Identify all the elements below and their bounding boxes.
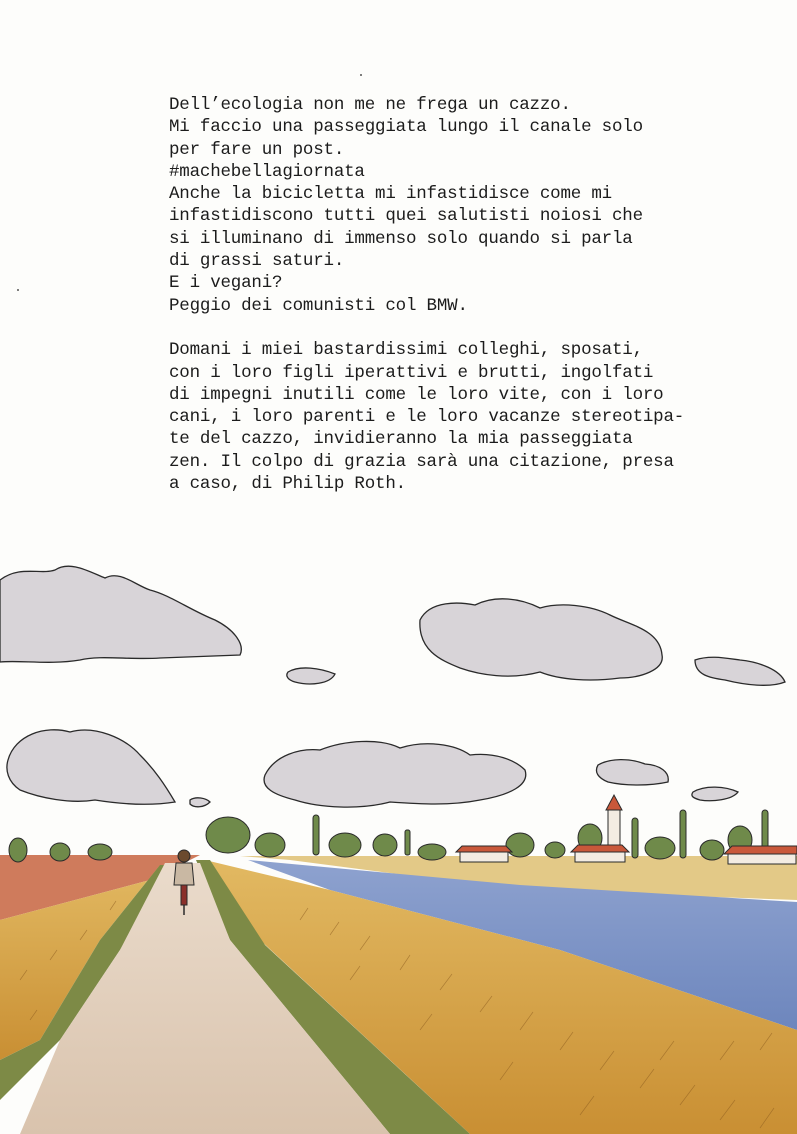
cloud	[190, 798, 210, 807]
text-line: a caso, di Philip Roth.	[169, 474, 406, 495]
horizon-trees	[9, 810, 768, 862]
cloud	[695, 657, 785, 685]
cloud	[7, 730, 175, 804]
hashtag-line: #machebellagiornata	[169, 161, 365, 182]
cloud	[596, 760, 668, 785]
cloud	[692, 787, 738, 801]
text-line: di grassi saturi.	[169, 251, 345, 272]
text-line: per fare un post.	[169, 139, 345, 160]
text-line: Anche la bicicletta mi infastidisce come mi	[169, 184, 612, 205]
cloud	[420, 599, 662, 680]
text-line: Domani i miei bastardissimi colleghi, sposati,	[169, 340, 643, 361]
text-line: Peggio dei comunisti col BMW.	[169, 295, 468, 316]
clouds	[0, 566, 785, 807]
text-line: infastidiscono tutti quei salutisti noiosi che	[169, 206, 643, 227]
cloud	[0, 566, 241, 662]
text-line: Mi faccio una passeggiata lungo il canale solo	[169, 117, 643, 138]
narration-text	[169, 94, 689, 495]
text-line: con i loro figli iperattivi e brutti, ingolfati	[169, 362, 654, 383]
text-line: zen. Il colpo di grazia sarà una citazione, presa	[169, 451, 674, 472]
ink-speck	[360, 74, 362, 76]
text-line: cani, i loro parenti e le loro vacanze stereotipa-	[169, 407, 685, 428]
text-line: te del cazzo, invidieranno la mia passeggiata	[169, 429, 633, 450]
ink-speck	[17, 289, 19, 291]
canal-landscape-illustration	[0, 560, 797, 1134]
cloud	[264, 741, 526, 807]
text-line: Dell’ecologia non me ne frega un cazzo.	[169, 95, 571, 115]
text-line: E i vegani?	[169, 273, 283, 294]
paragraph-gap	[169, 317, 689, 339]
cloud	[287, 668, 335, 684]
text-line: si illuminano di immenso solo quando si parla	[169, 228, 633, 249]
text-line: di impegni inutili come le loro vite, con i loro	[169, 384, 664, 405]
